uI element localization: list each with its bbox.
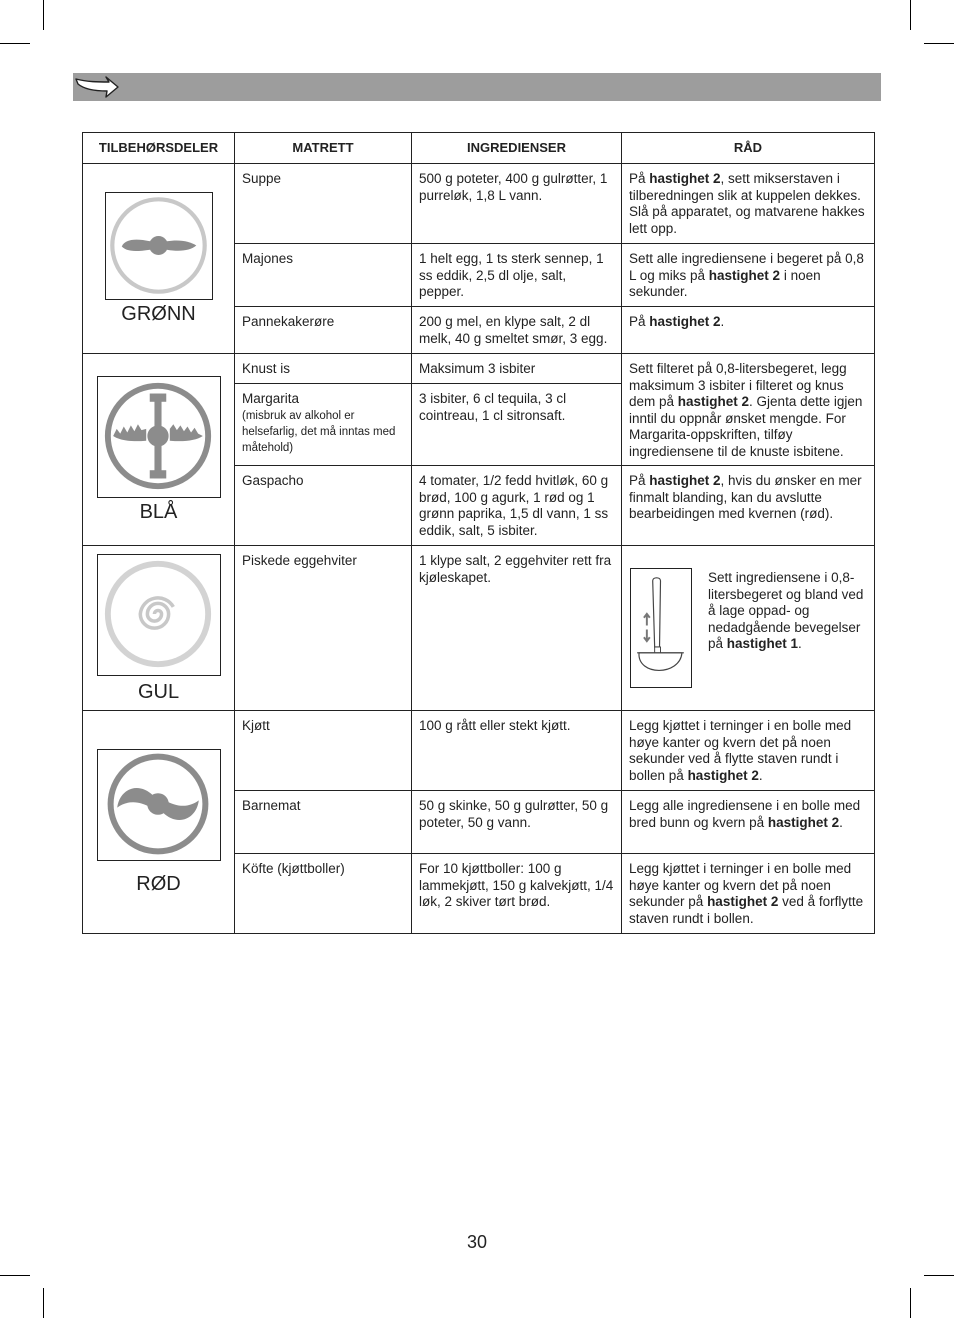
- advice-text: Sett ingrediensene i 0,8-litersbegeret og bland ved å lage oppad- og nedadgående bevegelser på: [708, 570, 864, 651]
- advice-text: , sett mikserstaven i tilberedningen slik at kuppelen dekkes. Slå på apparatet, og matvarene hakkes lett opp.: [629, 171, 865, 236]
- accessory-cell-green: [83, 164, 235, 354]
- crop-mark: [43, 1288, 44, 1318]
- speed-setting: hastighet 2: [707, 894, 779, 909]
- table-header-row: [83, 133, 875, 164]
- table-row: [83, 354, 875, 384]
- advice-text: På: [629, 171, 650, 186]
- speed-setting: hastighet 2: [649, 314, 721, 329]
- dish-name: Margarita: [242, 391, 300, 406]
- dish-cell: Knust is: [235, 354, 412, 384]
- advice-cell: [622, 354, 875, 466]
- disc-image-box: [105, 192, 213, 300]
- dish-cell: Köfte (kjøttboller): [235, 854, 412, 934]
- advice-text: Legg kjøttet i terninger i en bolle med høye kanter og kvern det på noen sekunder ved å flytte staven rundt i bollen på: [629, 718, 852, 783]
- ingredients-cell: 4 tomater, 1/2 fedd hvitløk, 60 g brød, 100 g agurk, 1 rød og 1 grønn paprika, 1,5 dl vann, 1 ss eddik, salt, 5 isbiter.: [412, 466, 622, 546]
- ingredients-cell: 1 klype salt, 2 eggehviter rett fra kjøleskapet.: [412, 546, 622, 711]
- whisk-disc-icon: [98, 555, 218, 673]
- advice-cell: [622, 244, 875, 307]
- page-number: 30: [466, 1232, 488, 1252]
- dish-cell: Kjøtt: [235, 711, 412, 791]
- crop-mark: [924, 43, 954, 44]
- advice-cell: [622, 854, 875, 934]
- crop-mark: [924, 1275, 954, 1276]
- section-header-bar: [73, 73, 881, 101]
- advice-text: ved å forflytte staven rundt i bollen.: [629, 894, 864, 926]
- blender-illustration-box: [630, 568, 692, 688]
- ingredients-cell: 3 isbiter, 6 cl tequila, 3 cl cointreau, 1 cl sitronsaft.: [412, 384, 622, 466]
- advice-cell: [622, 466, 875, 546]
- table-row: [83, 711, 875, 791]
- crop-mark: [43, 0, 44, 30]
- accessory-cell-yellow: [83, 546, 235, 711]
- ingredients-cell: 200 g mel, en klype salt, 2 dl melk, 40 g smeltet smør, 3 egg.: [412, 307, 622, 354]
- slicing-blade-icon: [106, 193, 211, 298]
- arrow-right-icon: [73, 73, 123, 101]
- speed-setting: hastighet 2: [649, 171, 721, 186]
- accessory-label: RØD: [136, 873, 181, 895]
- table-row: [83, 164, 875, 244]
- advice-text: På: [629, 314, 650, 329]
- accessory-label: BLÅ: [139, 501, 178, 523]
- speed-setting: hastighet 1: [726, 636, 799, 651]
- column-header: RÅD: [622, 133, 875, 164]
- ice-crushing-blade-icon: [98, 377, 218, 495]
- speed-setting: hastighet 2: [708, 267, 781, 283]
- crop-mark: [910, 1288, 911, 1318]
- dish-cell: Barnemat: [235, 791, 412, 854]
- dish-cell: Gaspacho: [235, 466, 412, 546]
- dish-cell: Suppe: [235, 164, 412, 244]
- advice-text: .: [798, 636, 802, 651]
- dish-cell: Majones: [235, 244, 412, 307]
- speed-setting: hastighet 2: [767, 814, 840, 830]
- advice-text: . Gjenta dette igjen inntil du oppnår ønsket mengde. For Margarita-oppskriften, tilføy ingrediensene til de knuste isbitene.: [629, 394, 863, 459]
- advice-text: Sett alle ingrediensene i begeret på 0,8 L og miks på: [629, 251, 864, 283]
- advice-text: .: [758, 767, 763, 783]
- speed-setting: hastighet 2: [687, 767, 759, 783]
- accessory-label: GRØNN: [121, 303, 196, 325]
- chopping-blade-icon: [98, 750, 218, 858]
- dish-note: (misbruk av alkohol er helsefarlig, det må inntas med måtehold): [242, 409, 396, 454]
- ingredients-cell: 50 g skinke, 50 g gulrøtter, 50 g poteter, 50 g vann.: [412, 791, 622, 854]
- dish-cell: Piskede eggehviter: [235, 546, 412, 711]
- advice-cell: [622, 546, 875, 711]
- advice-text-block: [708, 570, 868, 653]
- disc-image-box: [97, 554, 221, 676]
- accessory-recipe-table: [82, 132, 875, 934]
- column-header: TILBEHØRSDELER: [83, 133, 235, 164]
- crop-mark: [0, 1275, 30, 1276]
- table-row: [83, 546, 875, 711]
- speed-setting: hastighet 2: [649, 473, 721, 488]
- hand-blender-icon: [631, 569, 690, 686]
- advice-text: i noen sekunder.: [629, 267, 821, 299]
- advice-text: .: [839, 814, 843, 830]
- advice-text: , hvis du ønsker en mer finmalt blanding, kan du avslutte bearbeidingen med kvernen (rød).: [629, 473, 862, 521]
- dish-cell: Pannekakerøre: [235, 307, 412, 354]
- speed-setting: hastighet 2: [677, 394, 750, 409]
- advice-cell: [622, 711, 875, 791]
- accessory-cell-red: [83, 711, 235, 934]
- advice-cell: [622, 164, 875, 244]
- dish-cell: [235, 384, 412, 466]
- advice-cell: [622, 307, 875, 354]
- crop-mark: [910, 0, 911, 30]
- accessory-cell-blue: [83, 354, 235, 546]
- advice-text: Legg alle ingrediensene i en bolle med bred bunn og kvern på: [629, 798, 861, 830]
- advice-cell: [622, 791, 875, 854]
- column-header: INGREDIENSER: [412, 133, 622, 164]
- ingredients-cell: 500 g poteter, 400 g gulrøtter, 1 purreløk, 1,8 L vann.: [412, 164, 622, 244]
- crop-mark: [0, 43, 30, 44]
- ingredients-cell: 1 helt egg, 1 ts sterk sennep, 1 ss eddik, 2,5 dl olje, salt, pepper.: [412, 244, 622, 307]
- ingredients-cell: Maksimum 3 isbiter: [412, 354, 622, 384]
- advice-text: Sett filteret på 0,8-litersbegeret, legg maksimum 3 isbiter i filteret og knus dem på: [629, 361, 847, 409]
- disc-image-box: [97, 749, 221, 861]
- advice-text: .: [720, 314, 725, 329]
- accessory-label: GUL: [137, 681, 180, 703]
- ingredients-cell: For 10 kjøttboller: 100 g lammekjøtt, 150 g kalvekjøtt, 1/4 løk, 2 skiver tørt brød.: [412, 854, 622, 934]
- advice-text: På: [629, 473, 650, 488]
- column-header: MATRETT: [235, 133, 412, 164]
- advice-text: Legg kjøttet i terninger i en bolle med høye kanter og kvern det på noen sekunder på: [629, 861, 852, 909]
- disc-image-box: [97, 376, 221, 498]
- ingredients-cell: 100 g rått eller stekt kjøtt.: [412, 711, 622, 791]
